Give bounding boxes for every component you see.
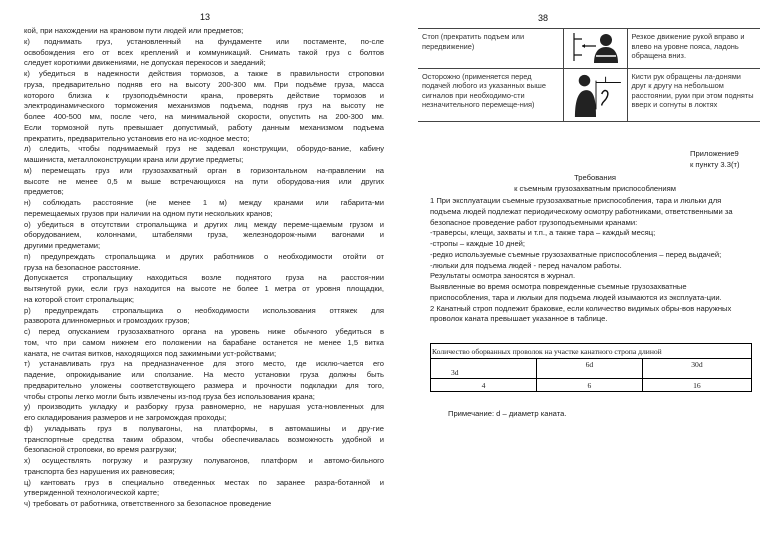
column-header: 30d bbox=[642, 359, 751, 379]
table-header: Количество оборванных проволок на участке канатного стропа длиной bbox=[431, 344, 752, 359]
text-line: подъема людей подлежат периодическому осмотру работниками, ответственными за bbox=[430, 206, 733, 216]
text-line: оборудованием, колоннами, штабелями груза, железнодорож-ными вагонами и bbox=[24, 230, 384, 240]
text-line: Выявленные во время осмотра поврежденные съемные грузозахватные bbox=[430, 282, 687, 291]
text-line: следует короткими движениями, не допуская перекосов и заеданий; bbox=[24, 58, 266, 68]
left-page-text bbox=[24, 26, 384, 510]
text-line: падение, опрокидывание или сползание. На место установки груза должны быть bbox=[24, 370, 384, 379]
text-line: п) предупреждать стропальщика и других работников о необходимости отойти от bbox=[24, 251, 384, 261]
text-line: -траверсы, клещи, захваты и т.п., а также тара – каждый месяц; bbox=[430, 228, 656, 238]
text-line: приспособления, тара и люльки для подъема людей изымаются из эксплуата-ции. bbox=[430, 292, 722, 302]
text-line: на которой стоит стропальщик; bbox=[24, 294, 135, 304]
text-line: высоте не менее 0,5 м выше встречающихся на пути оборудова-ния или других bbox=[24, 176, 384, 186]
text-line: 2 Канатный строп подлежит браковке, если количество видимых обры-вов наружных bbox=[430, 303, 732, 313]
text-line: р) предупреждать стропальщика о необходимости использования оттяжек для bbox=[24, 305, 384, 315]
text-line: вытянутой руки, если груз находится на высоте не более 1 метра от уровня площадки, bbox=[24, 284, 384, 293]
signal-command: Осторожно (применяется перед подачей любого из указанных выше сигналов при необходимо-сти незначительного перемеще-ния) bbox=[422, 71, 546, 110]
text-line: ф) укладывать груз в полувагоны, на платформы, в автомашины и дру-гие bbox=[24, 423, 384, 433]
text-line: -редко используемые съемные грузозахватные приспособления – перед выдачей; bbox=[430, 249, 722, 259]
text-line: более 400-500 мм, после чего, на минимальной скорости, опустить на 200-300 мм. bbox=[24, 112, 384, 121]
table-cell: 6 bbox=[536, 379, 642, 392]
text-line: предметов; bbox=[24, 187, 64, 197]
text-line: кой, при нахождении на крановом пути людей или предметов; bbox=[24, 26, 244, 35]
table-row bbox=[418, 29, 760, 69]
text-line: перемещаемых грузов при наличии на одном пути нескольких кранов; bbox=[24, 208, 273, 218]
text-line: безопасной строповки, во время разгрузки; bbox=[24, 445, 177, 455]
text-line: безопасное проведение работ грузоподъемными кранами: bbox=[430, 217, 638, 227]
text-line: груза, предварительно подняв его на высоту 200-300 мм. При подъёме груза, масса bbox=[24, 79, 384, 89]
text-line: Результаты осмотра заносятся в журнал. bbox=[430, 271, 576, 281]
appendix-reference: к пункту 3.3(т) bbox=[690, 160, 740, 169]
text-line: Допускается стропальщику находиться возле поднятого груза на расстоя-нии bbox=[24, 273, 384, 283]
text-line: груза на безопасное расстояние. bbox=[24, 262, 141, 272]
appendix-label bbox=[690, 148, 740, 170]
text-line: его складирования размеров и не загромождая проходы; bbox=[24, 413, 227, 422]
text-line: с) перед опусканием грузозахватного органа на уровень ниже обычного убедиться в bbox=[24, 327, 384, 336]
text-line: Если тормозной путь превышает допустимый, работу данным механизмом подъема bbox=[24, 122, 384, 132]
text-line: прекратить, предварительно установив его на ис-ходное место; bbox=[24, 133, 250, 143]
text-line: каната, не считая витков, находящихся под зажимными уст-ройствами; bbox=[24, 348, 277, 358]
text-line: разворота длинномерных и громоздких грузов; bbox=[24, 316, 190, 326]
title-line: Требования bbox=[574, 173, 616, 182]
text-line: освобождения его от всех креплений и коммуникаций. Снимать такой груз с болтов bbox=[24, 47, 384, 57]
text-line: электродинамического торможения механизмов подъема, подняв груз на высоту не bbox=[24, 101, 384, 111]
requirements-title bbox=[430, 172, 760, 194]
column-header: 3d bbox=[431, 359, 537, 379]
text-line: л) следить, чтобы поднимаемый груз не задевал конструкции, оборудо-вание, кабину bbox=[24, 144, 384, 154]
text-line: которого близка к грузоподъёмности крана, проверять действие тормозов и bbox=[24, 90, 384, 100]
text-line: -стропы – каждые 10 дней; bbox=[430, 239, 526, 248]
wire-breaks-table bbox=[430, 343, 752, 392]
page-number: 13 bbox=[200, 12, 211, 22]
text-line: машиниста, металлоконструкции крана или другие предметы; bbox=[24, 155, 244, 164]
table-cell: 4 bbox=[431, 379, 537, 392]
table-row bbox=[418, 68, 760, 122]
signals-table bbox=[418, 28, 760, 122]
text-line: о) убедиться в отсутствии стропальщика и других лиц между переме-щаемым грузом и bbox=[24, 219, 384, 229]
text-line: ч) требовать от работника, ответственного за безопасное проведение bbox=[24, 499, 272, 508]
text-line: м) перемещать груз или грузозахватный орган в горизонтальном на-правлении на bbox=[24, 165, 384, 175]
text-line: т) устанавливать груз на предназначенное для этого место, где исклю-чается его bbox=[24, 359, 384, 369]
text-line: -люльки для подъема людей - перед началом работы. bbox=[430, 260, 622, 270]
signal-command: Стоп (прекратить подъем или передвижение) bbox=[418, 29, 563, 69]
page-number: 38 bbox=[538, 13, 549, 23]
text-line: к) поднимать груз, установленный на фундаменте или постаменте, по-сле bbox=[24, 36, 384, 46]
text-line: другими предметами; bbox=[24, 241, 101, 250]
text-line: том, что при самом нижнем его положении на барабане останется не менее 1,5 витка bbox=[24, 337, 384, 347]
signal-description: Кисти рук обращены ла-донями друг к другу на небольшом расстоянии, руки при этом подняты вверх и согнуты в локтях bbox=[627, 68, 760, 122]
text-line: транспорта без нарушения их равновесия; bbox=[24, 466, 175, 476]
text-line: у) производить укладку и разборку груза равномерно, не нарушая уста-новленных для bbox=[24, 402, 384, 412]
text-line: проволок каната превышает указанное в таблице. bbox=[430, 314, 608, 324]
text-line: к) убедиться в надежности действия тормозов, а также в правильности строповки bbox=[24, 69, 384, 78]
text-line: транспортные средства таким образом, чтобы обеспечивалась возможность удобной и bbox=[24, 434, 384, 444]
text-line: предварительно уложены соответствующего размера и прочности подкладки для того, bbox=[24, 380, 384, 390]
table-cell: 16 bbox=[642, 379, 751, 392]
appendix-number: Приложение9 bbox=[690, 149, 739, 158]
signal-stop-figure-icon bbox=[563, 29, 627, 69]
text-line: х) осуществлять погрузку и разгрузку полувагонов, платформ и автомо-бильного bbox=[24, 456, 384, 465]
signal-description: Резкое движение рукой вправо и влево на уровне пояса, ладонь обращена вниз. bbox=[627, 29, 760, 69]
text-line: 1 При эксплуатации съемные грузозахватные приспособления, тара и люльки для bbox=[430, 196, 722, 205]
title-line: к съемным грузозахватным приспособлениям bbox=[514, 184, 676, 193]
signal-caution-figure-icon bbox=[563, 68, 627, 122]
table-note: Примечание: d – диаметр каната. bbox=[448, 409, 567, 418]
column-header: 6d bbox=[536, 359, 642, 379]
requirements-text bbox=[430, 196, 770, 325]
text-line: ц) кантовать груз в специально отведенных местах по заранее разра-ботанной и bbox=[24, 477, 384, 487]
text-line: утвержденной технологической карте; bbox=[24, 488, 160, 498]
text-line: чтобы стропы легко могли быть извлечены из-под груза без использования крана; bbox=[24, 391, 315, 401]
text-line: н) соблюдать расстояние (не менее 1 м) между кранами или габарита-ми bbox=[24, 198, 384, 207]
